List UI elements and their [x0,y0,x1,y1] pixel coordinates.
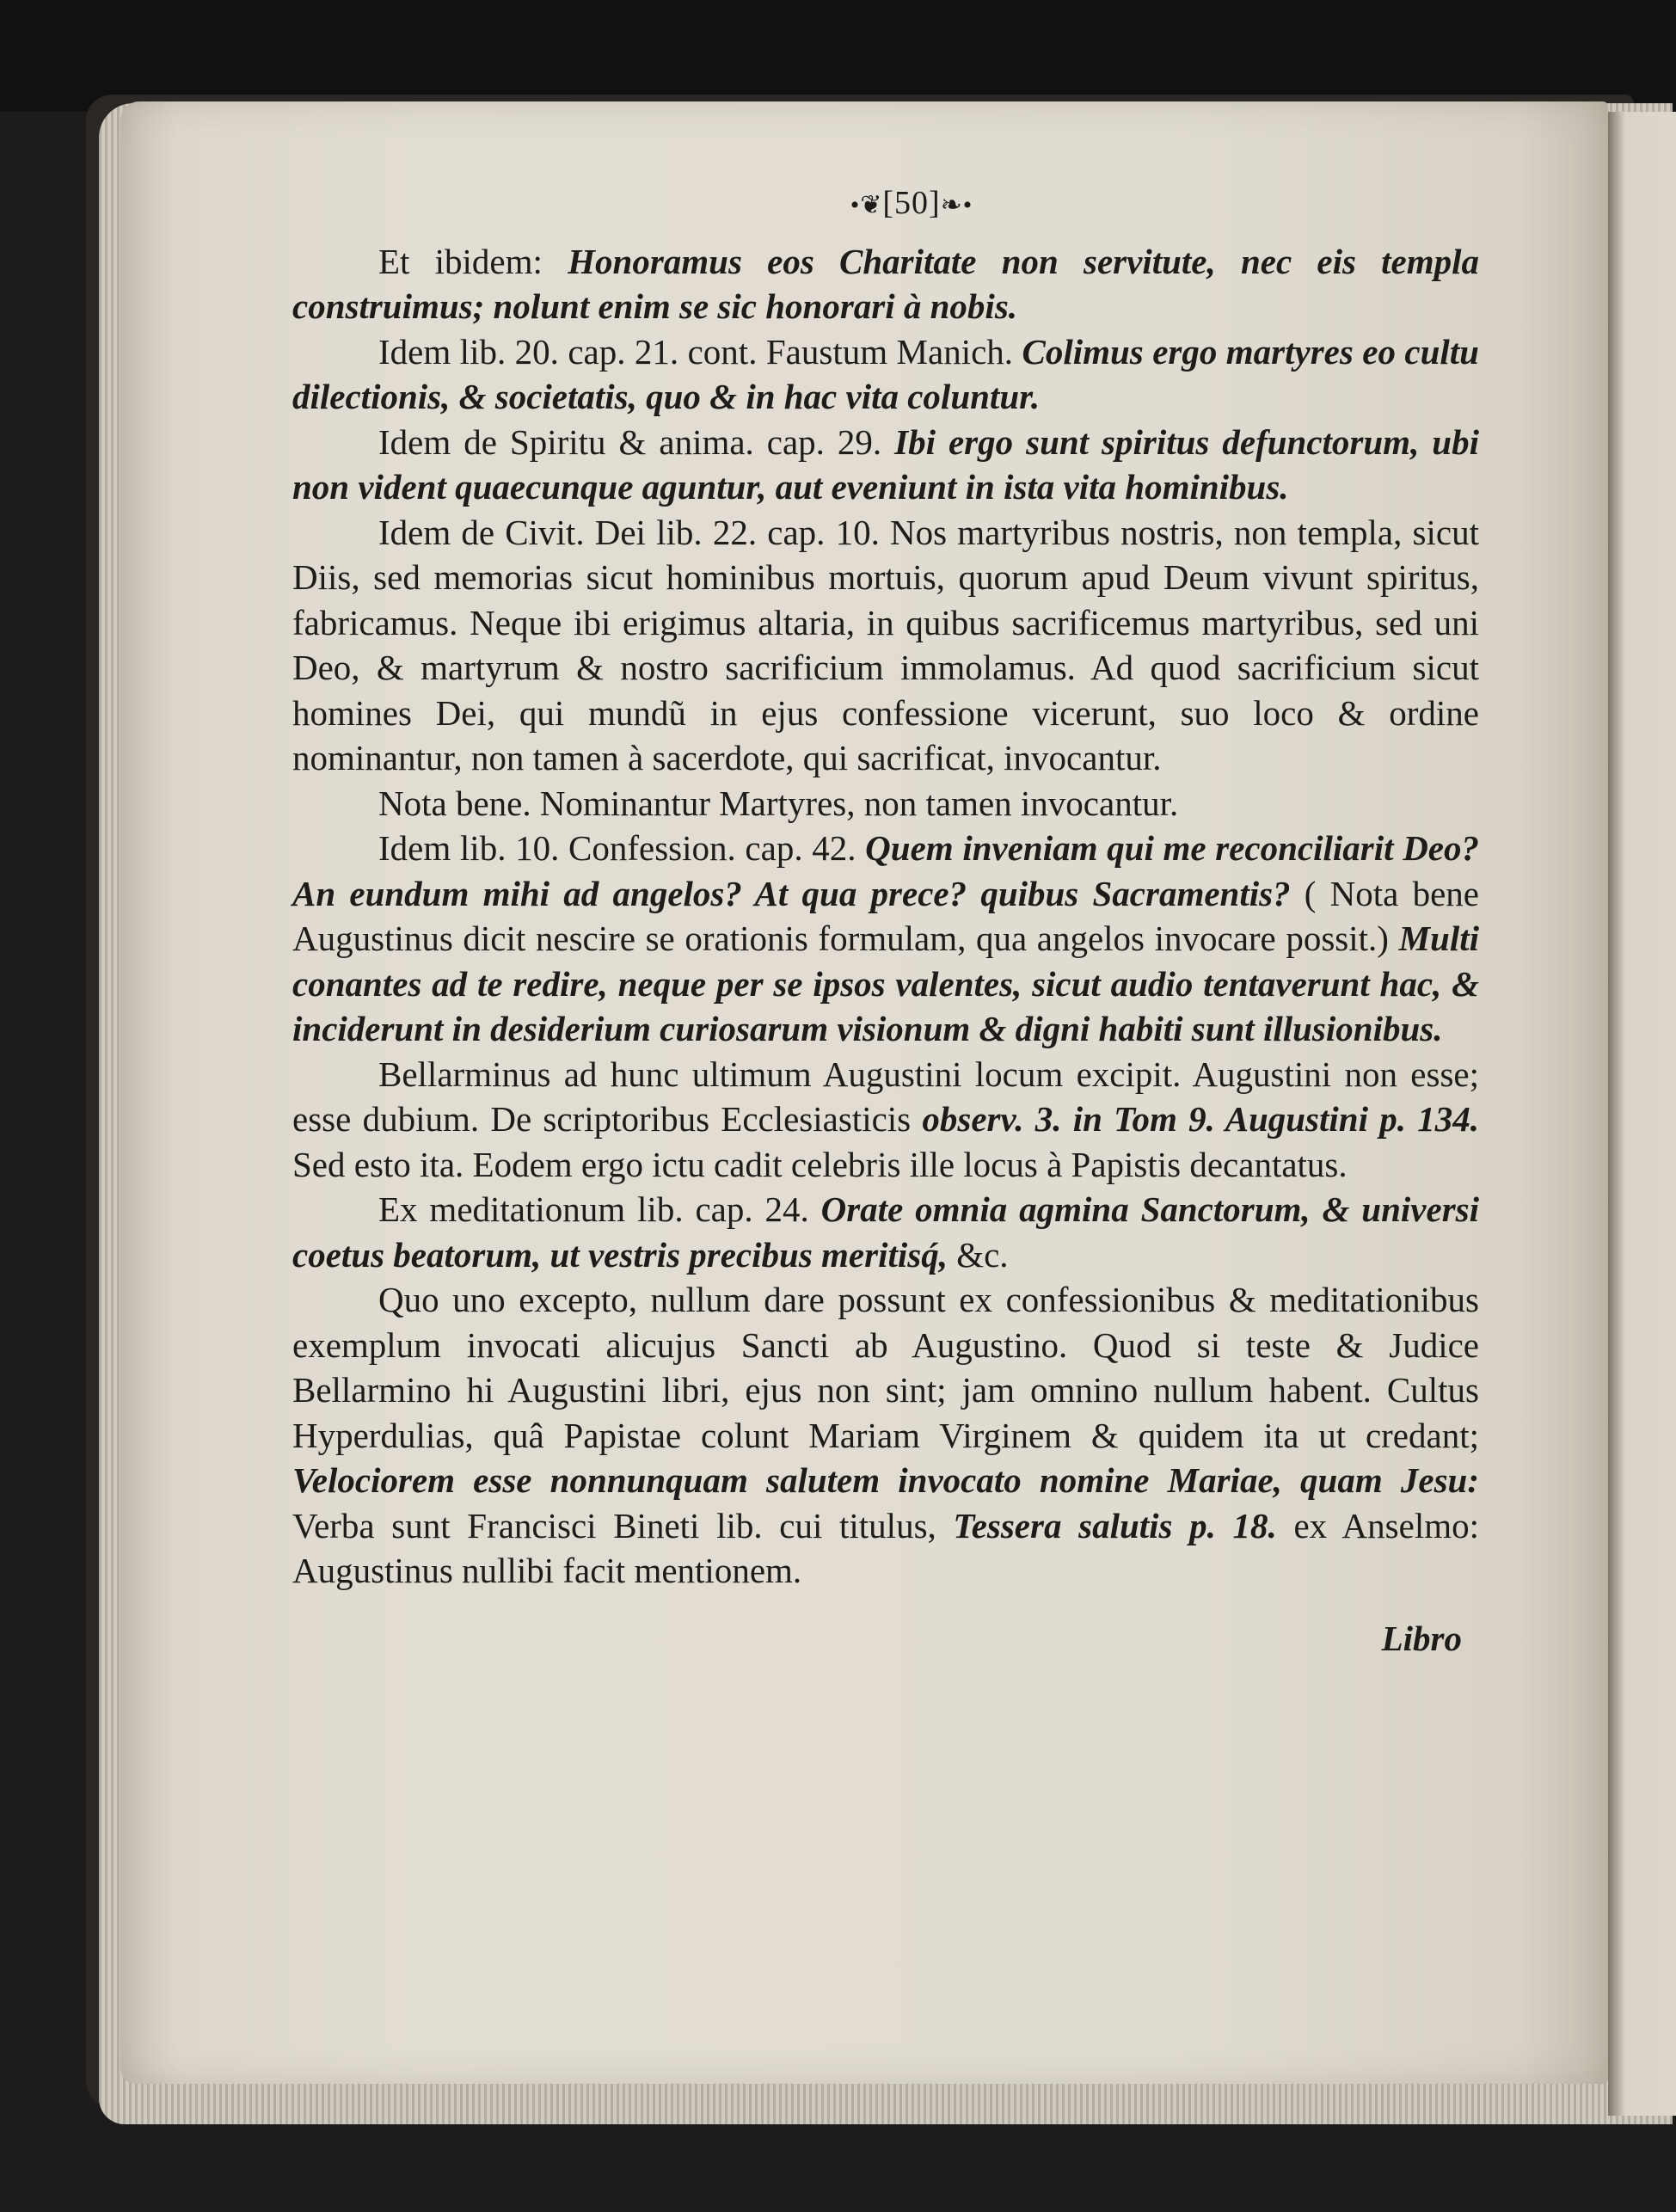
paragraph: Idem de Civit. Dei lib. 22. cap. 10. Nos martyribus nostris, non templa, sicut Diis, sed memorias sicut hominibus mortuis, quorum apud Deum vivunt spiritus, fabricamus. Neque ibi erigimus altaria, in quibus sacrificemus martyribus, sed uni Deo, & martyrum & nostro sacrificium immolamus. Ad quod sacrificium sicut homines Dei, qui mundũ in ejus confessione vicerunt, suo loco & ordine nominantur, non tamen à sacerdote, qui sacrificat, invocantur. [292,512,1479,777]
header-right-ornament: ❧• [940,191,973,219]
paragraph: Bellarminus ad hunc ultimum Augustini locum excipit. Augustini non esse; esse dubium. De scriptoribus Ecclesiasticis observ. 3. in Tom 9. Augustini p. 134. Sed esto ita. Eodem ergo ictu cadit celebris ille locus à Papistis decantatus. [292,1054,1479,1184]
page-number: [50] [882,185,941,221]
page-content [292,181,1479,1661]
paragraph: Idem de Spiritu & anima. cap. 29. Ibi ergo sunt spiritus defunctorum, ubi non vident quaecunque aguntur, aut eveniunt in ista vita hominibus. [292,421,1479,507]
paragraph: Nota bene. Nominantur Martyres, non tamen invocantur. [378,783,1179,823]
paragraph: Ex meditationum lib. cap. 24. Orate omnia agmina Sanctorum, & universi coetus beatorum, ut vestris precibus meritisq́, &c. [292,1189,1479,1275]
header-left-ornament: •❦ [850,191,883,219]
facing-page-edge [1608,112,1676,2116]
paragraph: Et ibidem: Honoramus eos Charitate non servitute, nec eis templa construimus; nolunt enim se sic honorari à nobis. [292,241,1479,326]
body-text [292,239,1479,1594]
paragraph: Quo uno excepto, nullum dare possunt ex confessionibus & meditationibus exemplum invocati alicujus Sancti ab Augustino. Quod si teste & Judice Bellarmino hi Augustini libri, ejus non sint; jam omnino nullum habent. Cultus Hyperdulias, quâ Papistae colunt Mariam Virginem & quidem ita ut credant; Velociorem esse nonnunquam salutem invocato nomine Mariae, quam Jesu: Verba sunt Francisci Bineti lib. cui titulus, Tessera salutis p. 18. ex Anselmo: Augustinus nullibi facit mentionem. [292,1280,1479,1590]
catchword: Libro [1381,1618,1462,1658]
page-header [292,181,1479,229]
paragraph: Idem lib. 20. cap. 21. cont. Faustum Manich. Colimus ergo martyres eo cultu dilectionis, & societatis, quo & in hac vita coluntur. [292,331,1479,416]
paragraph: Idem lib. 10. Confession. cap. 42. Quem inveniam qui me reconciliarit Deo? An eundum mihi ad angelos? At qua prece? quibus Sacramentis? ( Nota bene Augustinus dicit nescire se orationis formulam, qua angelos invocare possit.) Multi conantes ad te redire, neque per se ipsos valentes, sicut audio tentaverunt hac, & inciderunt in desiderium curiosarum visionum & digni habiti sunt illusionibus. [292,828,1479,1048]
